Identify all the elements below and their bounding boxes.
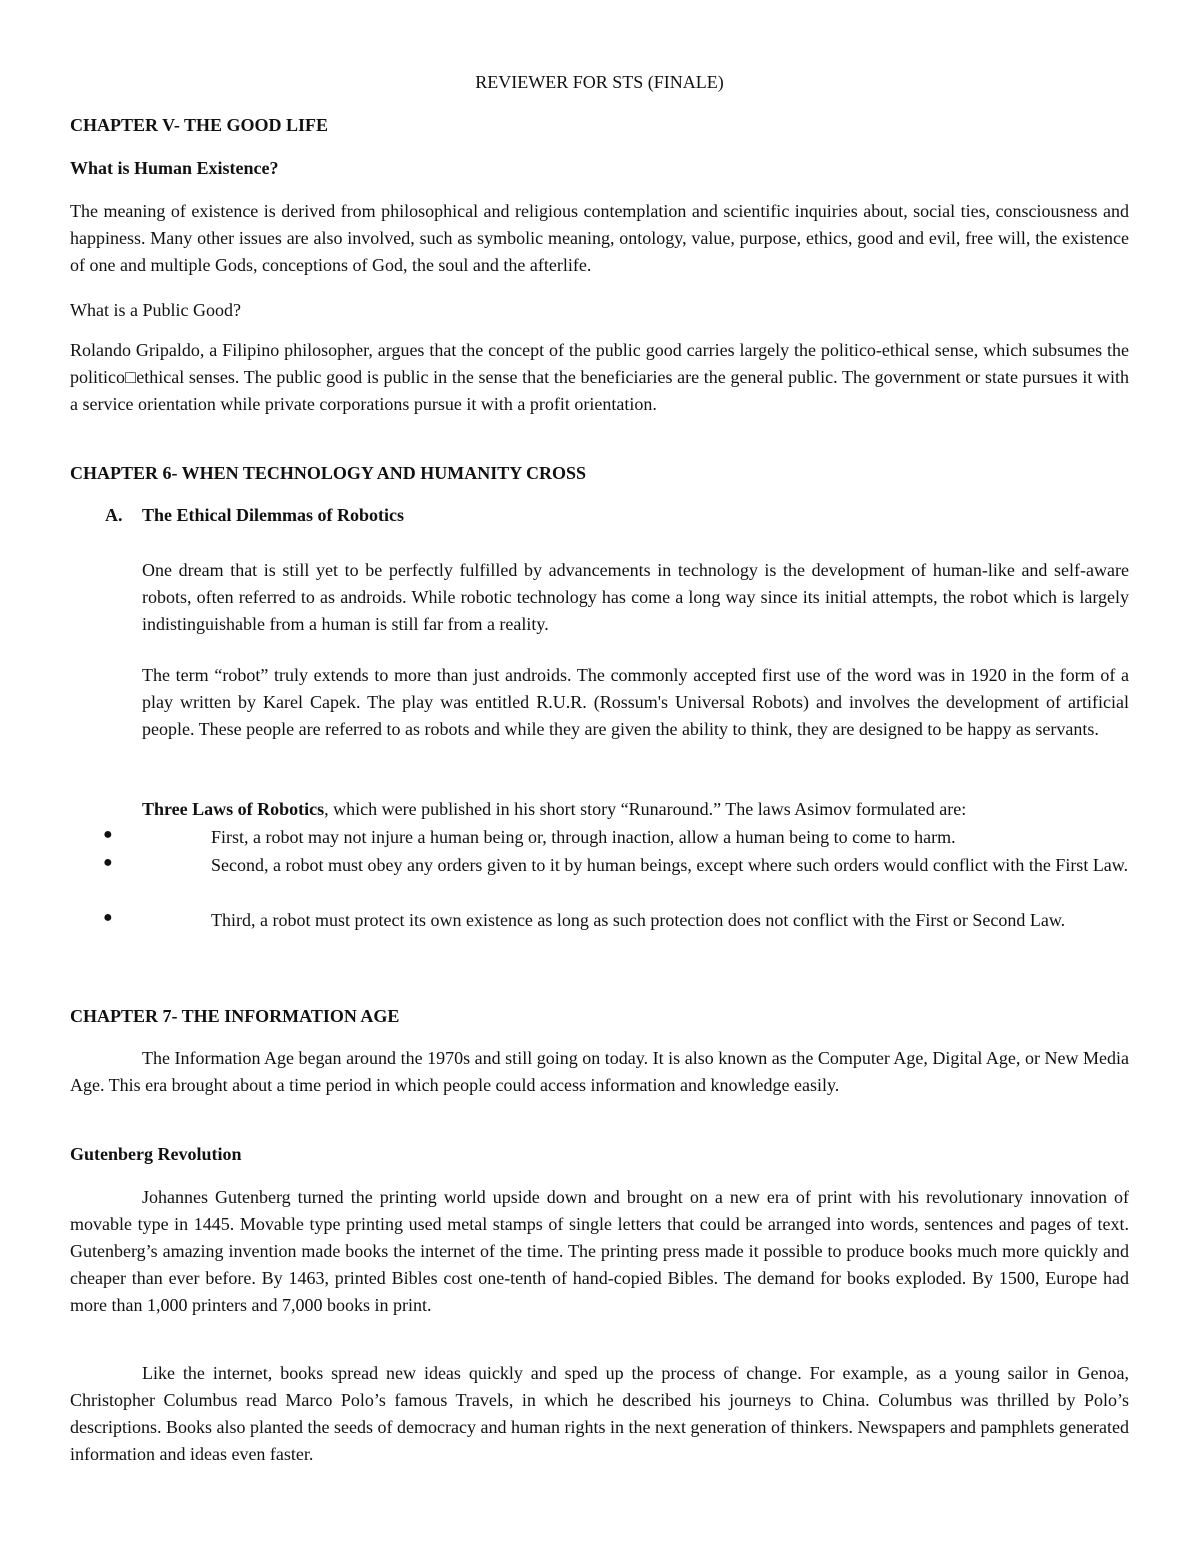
- three-laws-rest: , which were published in his short story “Runaround.” The laws Asimov formulated are:: [324, 799, 967, 819]
- chapter-6-heading: CHAPTER 6- WHEN TECHNOLOGY AND HUMANITY CROSS: [70, 463, 587, 483]
- chapter-5-heading: CHAPTER V- THE GOOD LIFE: [70, 115, 329, 135]
- chapter-7-heading: CHAPTER 7- THE INFORMATION AGE: [70, 1006, 400, 1026]
- paragraph-androids: One dream that is still yet to be perfectly fulfilled by advancements in technology is the development of human-like and self-aware robots, often referred to as androids. While robotic technology has come a long way since its initial attempts, the robot which is largely indistinguishable from a human is still far from a reality.: [142, 560, 1129, 634]
- paragraph-books-ideas: Like the internet, books spread new ideas quickly and sped up the process of change. For example, as a young sailor in Genoa, Christopher Columbus read Marco Polo’s famous Travels, in which he described his journeys to China. Columbus was thrilled by Polo’s descriptions. Books also planted the seeds of democracy and human rights in the next generation of thinkers. Newspapers and pamphlets generated information and ideas even faster.: [70, 1363, 1129, 1464]
- question-human-existence: What is Human Existence?: [70, 158, 279, 178]
- three-laws-bold: Three Laws of Robotics: [142, 799, 325, 819]
- section-title-ethical-dilemmas: The Ethical Dilemmas of Robotics: [142, 505, 404, 525]
- law-1: First, a robot may not injure a human being or, through inaction, allow a human being to come to harm.: [211, 827, 956, 847]
- paragraph-robot-term: The term “robot” truly extends to more than just androids. The commonly accepted first use of the word was in 1920 in the form of a play written by Karel Capek. The play was entitled R.U.R. (Rossum's Universal Robots) and involves the development of artificial people. These people are referred to as robots and while they are given the ability to think, they are designed to be happy as servants.: [142, 665, 1129, 739]
- law-3: Third, a robot must protect its own existence as long as such protection does not conflict with the First or Second Law.: [211, 910, 1066, 930]
- paragraph-gutenberg: Johannes Gutenberg turned the printing world upside down and brought on a new era of print with his revolutionary innovation of movable type in 1445. Movable type printing used metal stamps of single letters that could be arranged into words, sentences and pages of text. Gutenberg’s amazing invention made books the internet of the time. The printing press made it possible to produce books much more quickly and cheaper than ever before. By 1463, printed Bibles cost one-tenth of hand-copied Bibles. The demand for books exploded. By 1500, Europe had more than 1,000 printers and 7,000 books in print.: [70, 1187, 1129, 1315]
- gutenberg-heading: Gutenberg Revolution: [70, 1144, 242, 1164]
- paragraph-public-good: Rolando Gripaldo, a Filipino philosopher, argues that the concept of the public good carries largely the politico-ethical sense, which subsumes the politico□ethical senses. The public good is public in the sense that the beneficiaries are the general public. The government or state pursues it with a service orientation while private corporations pursue it with a profit orientation.: [70, 340, 1129, 414]
- paragraph-human-existence: The meaning of existence is derived from philosophical and religious contemplation and scientific inquiries about, social ties, consciousness and happiness. Many other issues are also involved, such as symbolic meaning, ontology, value, purpose, ethics, good and evil, free will, the existence of one and multiple Gods, conceptions of God, the soul and the afterlife.: [70, 201, 1129, 275]
- law-2: Second, a robot must obey any orders given to it by human beings, except where such orders would conflict with the First Law.: [211, 855, 1129, 875]
- paragraph-three-laws-intro: [142, 796, 1129, 823]
- bullet-3: ●: [103, 909, 113, 926]
- document-title: REVIEWER FOR STS (FINALE): [475, 72, 724, 92]
- bullet-1: ●: [103, 826, 113, 843]
- section-marker: A.: [105, 505, 123, 525]
- paragraph-information-age: The Information Age began around the 1970s and still going on today. It is also known as the Computer Age, Digital Age, or New Media Age. This era brought about a time period in which people could access information and knowledge easily.: [70, 1048, 1129, 1095]
- question-public-good: What is a Public Good?: [70, 300, 241, 320]
- bullet-2: ●: [103, 854, 113, 871]
